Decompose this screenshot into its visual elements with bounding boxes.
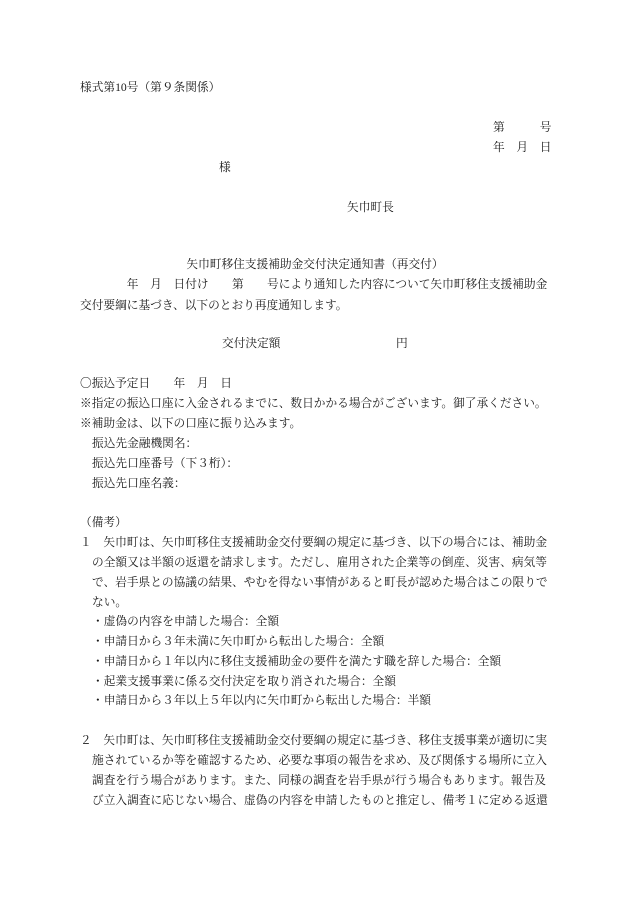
payment-note: ※指定の振込口座に入金されるまでに、数日かかる場合がございます。御了承ください。 (80, 397, 547, 410)
refund-condition-item: ・申請日から３年以上５年以内に矢巾町から転出した場合：半額 (92, 694, 431, 707)
document-date-line: 年 月 日 (493, 141, 552, 154)
remark-2-line: 調査を行う場合があります。また、同様の調査を岩手県が行う場合もあります。報告及 (92, 774, 546, 787)
remark-2-line: 施されているか等を確認するため、必要な事項の報告を求め、及び関係する場所に立入 (92, 754, 547, 767)
remark-2-line: ２ 矢巾町は、矢巾町移住支援補助金交付要綱の規定に基づき、移住支援事業が適切に実 (80, 734, 548, 747)
addressee-suffix: 様 (219, 161, 231, 174)
refund-condition-item: ・起業支援事業に係る交付決定を取り消された場合：全額 (92, 675, 396, 688)
account-number-field: 振込先口座番号（下３桁）： (92, 457, 239, 470)
remark-1-line: で、岩手県との協議の結果、やむを得ない事情があると町長が認めた場合はこの限りで (92, 576, 548, 589)
intro-line: 交付要綱に基づき、以下のとおり再度通知します。 (80, 299, 348, 312)
remark-1-line: １ 矢巾町は、矢巾町移住支援補助金交付要綱の規定に基づき、以下の場合には、補助金 (80, 536, 548, 549)
amount-label: 交付決定額 (222, 337, 281, 350)
scheduled-transfer-date: 〇振込予定日 年 月 日 (80, 377, 232, 390)
document-title: 矢巾町移住支援補助金交付決定通知書（再交付） (186, 258, 444, 271)
document-number-line: 第 号 (493, 121, 552, 134)
payment-note: ※補助金は、以下の口座に振り込みます。 (80, 417, 302, 430)
refund-condition-item: ・虚偽の内容を申請した場合：全額 (92, 615, 280, 628)
remark-1-line: ない。 (92, 596, 128, 609)
refund-condition-item: ・申請日から１年以内に移住支援補助金の要件を満たす職を辞した場合：全額 (92, 655, 502, 668)
refund-condition-item: ・申請日から３年未満に矢巾町から転出した場合：全額 (92, 635, 385, 648)
amount-unit: 円 (396, 337, 408, 350)
remark-2-line: び立入調査に応じない場合、虚偽の内容を申請したものと推定し、備考１に定める返還 (92, 794, 548, 807)
form-number: 様式第10号（第９条関係） (80, 81, 221, 94)
bank-name-field: 振込先金融機関名： (92, 437, 198, 450)
intro-line: 年 月 日付け 第 号により通知した内容について矢巾町移住支援補助金 (80, 278, 548, 291)
remarks-heading: （備考） (80, 516, 127, 529)
account-holder-field: 振込先口座名義： (92, 477, 186, 490)
remark-1-line: の全額又は半額の返還を請求します。ただし、雇用された企業等の倒産、災害、病気等 (92, 556, 547, 569)
sender-name: 矢巾町長 (347, 201, 394, 214)
